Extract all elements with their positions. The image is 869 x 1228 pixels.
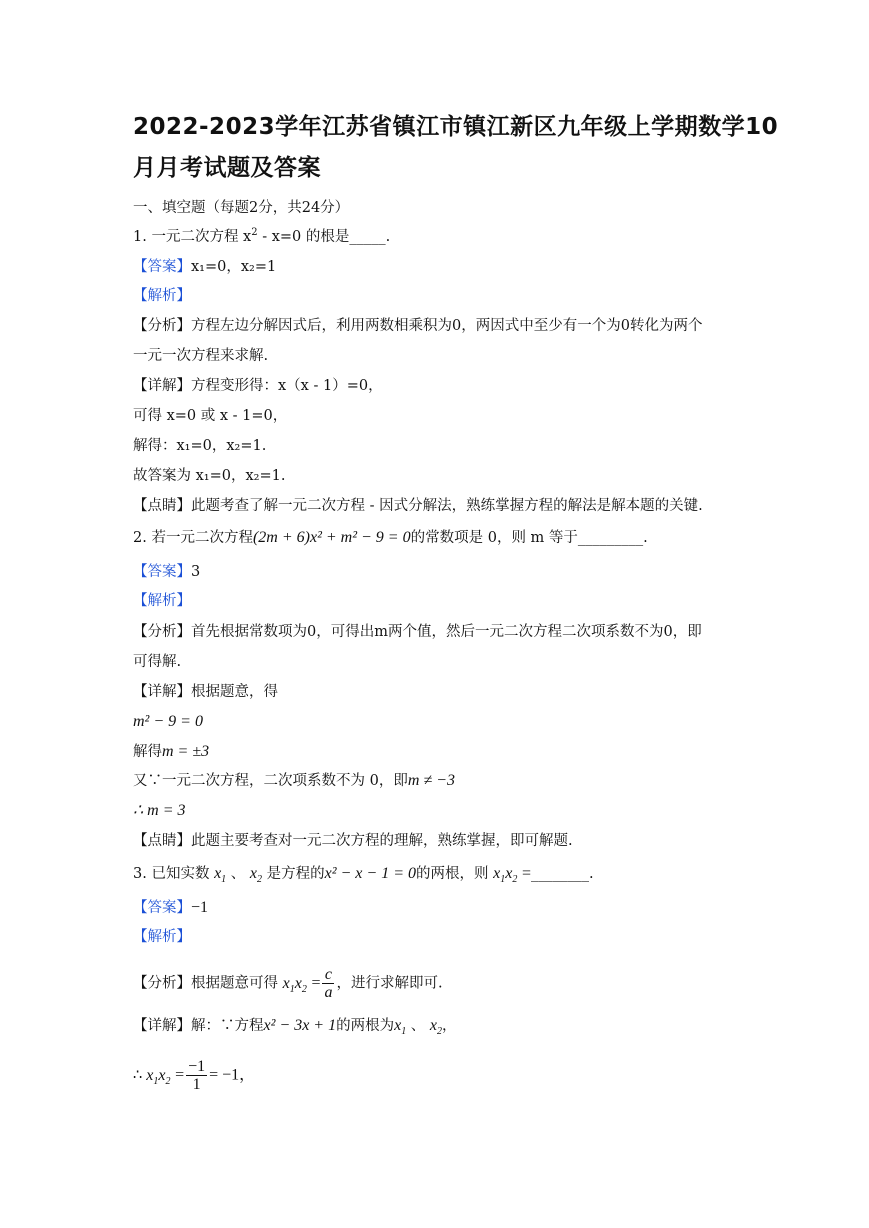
fraction-c-over-a: $\frac{c}{a}$ xyxy=(324,966,333,1001)
section-heading: 一、填空题（每题2分，共24分） xyxy=(133,200,350,216)
q2-jiexi: 【解析】 xyxy=(133,593,191,609)
q2-eq4: ∴ m = 3 xyxy=(133,802,186,819)
q2-answer: 【答案】3 xyxy=(133,564,201,580)
q3-conclusion: ∴ $x_1x_2$ = $\frac{-1}{1}$ = −1， xyxy=(133,1058,256,1093)
q3-answer: 【答案】−1 xyxy=(133,899,209,916)
q1-answer: 【答案】x₁=0，x₂=1 xyxy=(133,259,277,275)
q1-jiexi xyxy=(133,286,191,306)
q2-detail1: 【详解】根据题意，得 xyxy=(133,684,278,700)
q2-fenxi-line1: 【分析】首先根据常数项为0，可得出m两个值，然后一元二次方程二次项系数不为0，即 xyxy=(133,624,702,640)
q1-fenxi-line1: 【分析】方程左边分解因式后，利用两数相乘积为0，两因式中至少有一个为0转化为两个 xyxy=(133,318,703,334)
jiexi-tag: 【解析】 xyxy=(133,288,191,304)
q2-fenxi-line2: 可得解. xyxy=(133,654,182,670)
q1-stem: 1. 一元二次方程 $x^2 - x=0$ 的根是_____. xyxy=(133,227,391,245)
q2-eq2: 解得m = ±3 xyxy=(133,743,210,760)
q2-stem: 2. 若一元二次方程(2m + 6)x² + m² − 9 = 0的常数项是 0，则 m 等于_________. xyxy=(133,529,648,546)
fraction-neg1-over-1: $\frac{-1}{1}$ xyxy=(188,1058,206,1093)
q2-eq3: 又∵一元二次方程，二次项系数不为 0，即m ≠ −3 xyxy=(133,772,455,789)
q1-fenxi-line2: 一元一次方程来求解. xyxy=(133,348,269,364)
q3-equation: x² − x − 1 = 0 xyxy=(324,865,416,882)
q1-dianjing: 【点睛】此题考查了解一元二次方程 - 因式分解法，熟练掌握方程的解法是解本题的关键. xyxy=(133,498,703,514)
q2-dianjing: 【点睛】此题主要考查对一元二次方程的理解，熟练掌握，即可解题. xyxy=(133,833,573,849)
q3-jiexi: 【解析】 xyxy=(133,929,191,945)
q1-detail2: 可得 x=0 或 x - 1=0， xyxy=(133,408,288,424)
q1-detail4: 故答案为 x₁=0，x₂=1. xyxy=(133,468,286,484)
q3-stem: 3. 已知实数 $x_1$ 、 $x_2$ 是方程的x² − x − 1 = 0的两根，则 $x_1x_2$ =________. xyxy=(133,865,594,886)
q2-eq1: m² − 9 = 0 xyxy=(133,713,203,730)
answer-tag: 【答案】 xyxy=(133,259,191,275)
document-title-line2: 月月考试题及答案 xyxy=(133,155,321,181)
q3-detail: 【详解】解：∵方程x² − 3x + 1的两根为$x_1$ 、 $x_2$， xyxy=(133,1017,457,1038)
q2-equation: (2m + 6)x² + m² − 9 = 0 xyxy=(252,529,411,546)
q3-fenxi: 【分析】根据题意可得 $x_1x_2$ = $\frac{c}{a}$ ，进行求解即可. xyxy=(133,966,443,1001)
q1-detail3: 解得：x₁=0，x₂=1. xyxy=(133,438,267,454)
q1-detail1: 【详解】方程变形得：x（x - 1）=0， xyxy=(133,378,383,394)
document-title-line1: 2022-2023学年江苏省镇江市镇江新区九年级上学期数学10 xyxy=(133,114,779,140)
